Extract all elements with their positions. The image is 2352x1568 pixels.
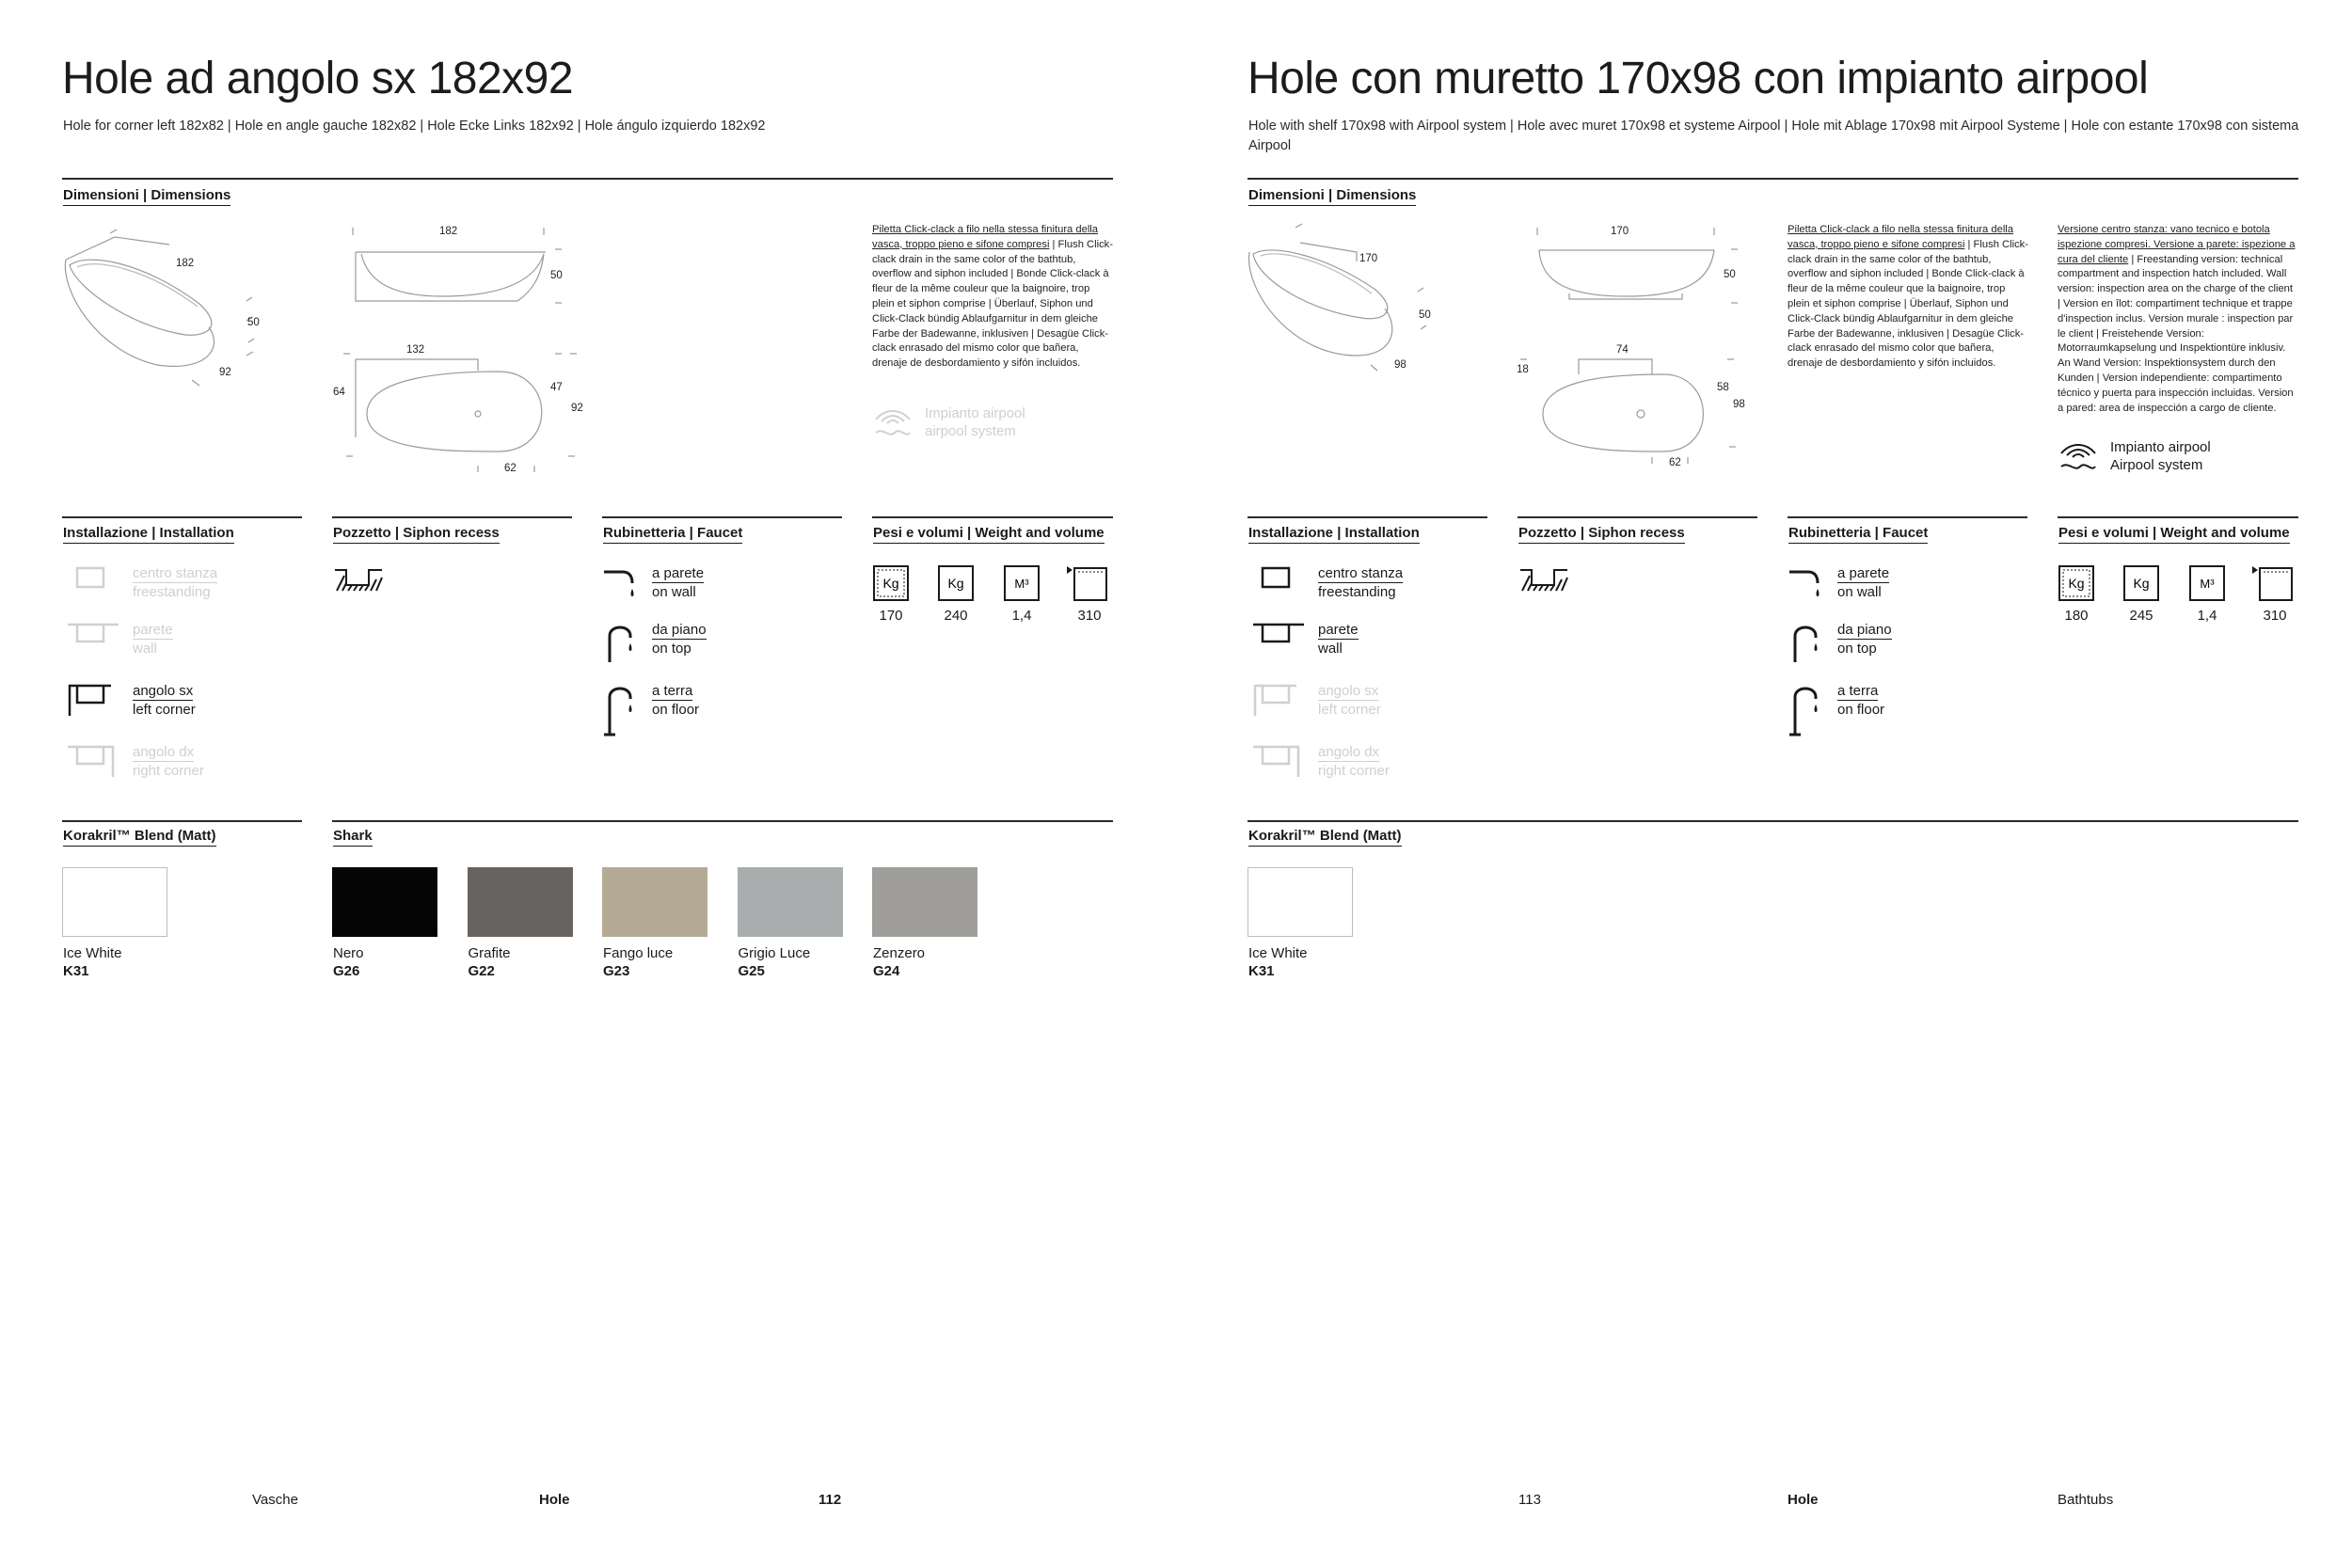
water-capacity	[1056, 564, 1123, 624]
divider	[332, 516, 572, 518]
water-capacity-icon	[2256, 564, 2294, 602]
install-left-corner	[1251, 682, 1381, 720]
swatch-ice-white[interactable]	[62, 867, 167, 937]
weight-gross	[2107, 564, 2175, 624]
dimensions-heading: Dimensioni | Dimensions	[63, 187, 230, 206]
volume-icon	[2188, 564, 2226, 602]
kg-gross-icon	[937, 564, 975, 602]
install-label-en: left corner	[133, 702, 196, 718]
svg-text:Kg: Kg	[882, 576, 899, 591]
faucet-label-en: on floor	[1837, 702, 1885, 718]
install-left-corner	[66, 682, 196, 720]
dim-top-width: 92	[571, 403, 583, 414]
dim-side-height: 50	[550, 270, 563, 281]
dim-top-shelf: 74	[1616, 344, 1629, 356]
right-corner-icon	[66, 743, 107, 781]
water-capacity-icon	[1071, 564, 1108, 602]
korakril-heading: Korakril™ Blend (Matt)	[63, 828, 216, 847]
kg-net-icon	[2058, 564, 2095, 602]
tub-top-drawing	[339, 348, 583, 480]
faucet-on-floor	[1788, 682, 1884, 736]
dim-top-inner: 58	[1717, 382, 1729, 393]
swatch-label: Grigio Luce G25	[738, 945, 811, 979]
right-page	[1176, 0, 2352, 1568]
divider	[2058, 516, 2298, 518]
footer-section: Vasche	[252, 1492, 298, 1508]
footer-product: Hole	[539, 1492, 570, 1508]
install-freestanding	[1251, 564, 1403, 601]
install-right-corner	[1251, 743, 1390, 781]
drain-note	[872, 223, 1113, 372]
swatch-fango-luce[interactable]	[602, 867, 707, 937]
swatch-ice-white-label: Ice White K31	[63, 945, 122, 979]
install-label-en: wall	[133, 641, 157, 657]
faucet-on-wall	[602, 564, 704, 602]
wall-faucet-icon	[602, 564, 640, 602]
top-faucet-icon	[602, 621, 640, 664]
weights-heading: Pesi e volumi | Weight and volume	[2058, 525, 2290, 544]
floor-faucet-icon	[602, 682, 640, 736]
weights-heading: Pesi e volumi | Weight and volume	[873, 525, 1104, 544]
floor-faucet-icon	[1788, 682, 1825, 736]
install-label-en: freestanding	[133, 584, 211, 600]
version-note-text: | Freestanding version: technical compartment and inspection hatch included. Wall version: inspection area on the charge of the client | Version en îlot: compartiment technique et trappe d'inspection inclus. Version murale : inspection par le client | Freistehende Version: Motorraumkapselung und Inspektiontüre inklusiv. An Wand Version: Inspektionsystem durch den Kunden | Version independiente: compartimento técnico y puerta para inspección incluidas. Version a pared: area de inspección a cargo de cliente.	[2058, 253, 2294, 414]
faucet-label-en: on floor	[652, 702, 700, 718]
airpool-label: Impianto airpool	[925, 405, 1025, 421]
install-label: centro stanza	[133, 565, 218, 581]
wall-icon	[66, 621, 107, 649]
faucet-label: a terra	[1837, 683, 1879, 699]
faucet-label: a terra	[652, 683, 693, 699]
dim-width: 92	[219, 367, 231, 378]
faucet-label-en: on top	[652, 641, 691, 657]
drain-note-text: | Flush Click-clack drain in the same color of the bathtub, overflow and siphon included | Bonde Click-clack à fleur de la même couleur que la baignoire, trop plein et siphon comprise | Überlauf, Siphon und Click-Clack bündig Ablaufgarnitur in dem gleiche Farbe der Badewanne, inklusiven | Desagüe Click-clack enrasado del mismo color que bañera, drenaje de desbordamiento y sifón incluidos.	[1788, 238, 2028, 370]
drain-note-highlight: Piletta Click-clack a filo nella stessa finitura della vasca, troppo pieno e sifone compresi	[1788, 224, 2014, 250]
volume-icon	[1003, 564, 1041, 602]
faucet-on-wall	[1788, 564, 1889, 602]
faucet-label-en: on top	[1837, 641, 1877, 657]
page-title: Hole con muretto 170x98 con impianto airpool	[1248, 54, 2149, 103]
dim-length: 170	[1359, 253, 1378, 264]
divider	[872, 516, 1113, 518]
airpool-label: Impianto airpool	[2110, 439, 2211, 455]
divider	[1518, 516, 1757, 518]
swatch-ice-white-label: Ice White K31	[1248, 945, 1308, 979]
airpool-icon	[2058, 438, 2099, 476]
swatch-label: Zenzero G24	[873, 945, 926, 979]
weight-net-value: 170	[879, 608, 903, 624]
svg-text:M³: M³	[1014, 577, 1029, 591]
faucet-on-floor	[602, 682, 699, 736]
install-wall	[1251, 621, 1359, 657]
page-subtitle: Hole with shelf 170x98 with Airpool system | Hole avec muret 170x98 et systeme Airpool | Hole mit Ablage 170x98 mit Airpool Systeme | Hole con estante 170x98 con sistema Airpool	[1248, 119, 2299, 153]
airpool-label-en: airpool system	[925, 423, 1016, 439]
airpool-option	[2058, 438, 2211, 476]
install-label-en: right corner	[1318, 763, 1390, 779]
install-label: parete	[1318, 622, 1359, 638]
kg-gross-icon	[2122, 564, 2160, 602]
faucet-heading: Rubinetteria | Faucet	[603, 525, 742, 544]
korakril-heading: Korakril™ Blend (Matt)	[1248, 828, 1402, 847]
install-label: angolo sx	[133, 683, 194, 699]
siphon-heading: Pozzetto | Siphon recess	[1518, 525, 1685, 544]
dim-height: 50	[1419, 309, 1431, 321]
swatch-label: Grafite G22	[468, 945, 511, 979]
dimensions-heading: Dimensioni | Dimensions	[1248, 187, 1416, 206]
drain-note-text: | Flush Click-clack drain in the same color of the bathtub, overflow and siphon included | Bonde Click-clack à fleur de la même couleur que la baignoire, trop plein et siphon comprise | Überlauf, Siphon und Click-Clack bündig Ablaufgarnitur in dem gleiche Farbe der Badewanne, inklusiven | Desagüe Click-clack enrasado del mismo color que bañera, drenaje de desbordamiento y sifón incluidos.	[872, 238, 1113, 370]
water-capacity-value: 310	[2263, 608, 2287, 624]
divider	[602, 516, 842, 518]
dim-top-bottom: 62	[1669, 457, 1681, 468]
volume	[988, 564, 1056, 624]
shark-heading: Shark	[333, 828, 373, 847]
swatch-grafite[interactable]	[468, 867, 573, 937]
page-subtitle: Hole for corner left 182x82 | Hole en angle gauche 182x82 | Hole Ecke Links 182x92 | Hole ángulo izquierdo 182x92	[63, 119, 766, 134]
swatch-nero[interactable]	[332, 867, 437, 937]
faucet-on-top	[1788, 621, 1892, 664]
footer-section: Bathtubs	[2058, 1492, 2114, 1508]
divider	[62, 820, 302, 822]
install-right-corner	[66, 743, 204, 781]
dim-top-bottom: 62	[504, 463, 516, 474]
weight-gross-value: 240	[944, 608, 968, 624]
freestanding-icon	[1251, 564, 1293, 593]
install-label: parete	[133, 622, 173, 638]
dim-length: 182	[176, 258, 195, 269]
airpool-label-en: Airpool system	[2110, 457, 2203, 473]
faucet-heading: Rubinetteria | Faucet	[1788, 525, 1928, 544]
divider	[1248, 820, 2298, 822]
drain-note-highlight: Piletta Click-clack a filo nella stessa finitura della vasca, troppo pieno e sifone compresi	[872, 224, 1099, 250]
install-label: angolo dx	[133, 744, 195, 760]
left-corner-icon	[66, 682, 107, 720]
install-label-en: left corner	[1318, 702, 1381, 718]
weight-net	[857, 564, 925, 624]
wall-icon	[1251, 621, 1293, 649]
installation-heading: Installazione | Installation	[1248, 525, 1420, 544]
siphon-heading: Pozzetto | Siphon recess	[333, 525, 500, 544]
install-freestanding	[66, 564, 217, 601]
svg-text:Kg: Kg	[947, 576, 964, 591]
divider	[1788, 516, 2027, 518]
tub-side-drawing	[1532, 226, 1748, 310]
water-capacity-value: 310	[1077, 608, 1102, 624]
svg-text:Kg: Kg	[2133, 576, 2150, 591]
swatch-label: Fango luce G23	[603, 945, 674, 979]
water-capacity	[2241, 564, 2309, 624]
swatch-zenzero[interactable]	[872, 867, 977, 937]
svg-text:M³: M³	[2200, 577, 2215, 591]
install-wall	[66, 621, 173, 657]
faucet-label: a parete	[1837, 565, 1890, 581]
kg-net-icon	[872, 564, 910, 602]
dim-side-length: 182	[439, 226, 458, 237]
weight-net-value: 180	[2064, 608, 2089, 624]
swatch-ice-white[interactable]	[1248, 867, 1353, 937]
version-note-highlight: Versione centro stanza: vano tecnico e botola ispezione compresi. Versione a parete: ispezione a cura del cliente	[2058, 224, 2296, 265]
swatch-grigio-luce[interactable]	[738, 867, 843, 937]
tub-isometric-drawing	[58, 224, 265, 393]
right-corner-icon	[1251, 743, 1293, 781]
volume-value: 1,4	[1011, 608, 1032, 624]
install-label-en: wall	[1318, 641, 1343, 657]
installation-heading: Installazione | Installation	[63, 525, 234, 544]
dim-top-shelf: 132	[406, 344, 425, 356]
page-title: Hole ad angolo sx 182x92	[62, 54, 574, 103]
install-label-en: right corner	[133, 763, 204, 779]
volume	[2173, 564, 2241, 624]
footer-product: Hole	[1788, 1492, 1819, 1508]
dim-side-length: 170	[1611, 226, 1629, 237]
install-label: angolo dx	[1318, 744, 1380, 760]
freestanding-icon	[66, 564, 107, 593]
siphon-recess-icon	[333, 564, 386, 593]
volume-value: 1,4	[2197, 608, 2217, 624]
weight-gross	[922, 564, 990, 624]
faucet-label-en: on wall	[652, 584, 696, 600]
install-label: angolo sx	[1318, 683, 1379, 699]
swatch-label: Nero G26	[333, 945, 364, 979]
page-number: 113	[1518, 1492, 1541, 1508]
dim-height: 50	[247, 317, 260, 328]
svg-text:Kg: Kg	[2068, 576, 2085, 591]
dim-top-inner: 47	[550, 382, 563, 393]
tub-top-drawing	[1513, 348, 1757, 470]
faucet-label: a parete	[652, 565, 705, 581]
dim-top-left: 18	[1517, 364, 1529, 375]
divider	[62, 178, 1113, 180]
faucet-label: da piano	[652, 622, 707, 638]
divider	[1248, 178, 2298, 180]
faucet-on-top	[602, 621, 707, 664]
dim-top-left: 64	[333, 387, 345, 398]
siphon-recess-icon	[1518, 564, 1571, 593]
dim-top-width: 98	[1733, 399, 1745, 410]
page-number: 112	[818, 1492, 842, 1508]
airpool-icon	[872, 404, 914, 442]
install-label: centro stanza	[1318, 565, 1404, 581]
faucet-label: da piano	[1837, 622, 1892, 638]
airpool-option	[872, 404, 1025, 442]
version-note	[2058, 223, 2298, 416]
divider	[332, 820, 1113, 822]
tub-side-drawing	[348, 226, 564, 310]
left-corner-icon	[1251, 682, 1293, 720]
divider	[1248, 516, 1487, 518]
weight-gross-value: 245	[2129, 608, 2153, 624]
dim-width: 98	[1394, 359, 1406, 371]
install-label-en: freestanding	[1318, 584, 1396, 600]
top-faucet-icon	[1788, 621, 1825, 664]
weight-net	[2042, 564, 2110, 624]
wall-faucet-icon	[1788, 564, 1825, 602]
tub-isometric-drawing	[1244, 224, 1451, 384]
dim-side-height: 50	[1724, 269, 1736, 280]
drain-note	[1788, 223, 2028, 372]
faucet-label-en: on wall	[1837, 584, 1882, 600]
divider	[62, 516, 302, 518]
